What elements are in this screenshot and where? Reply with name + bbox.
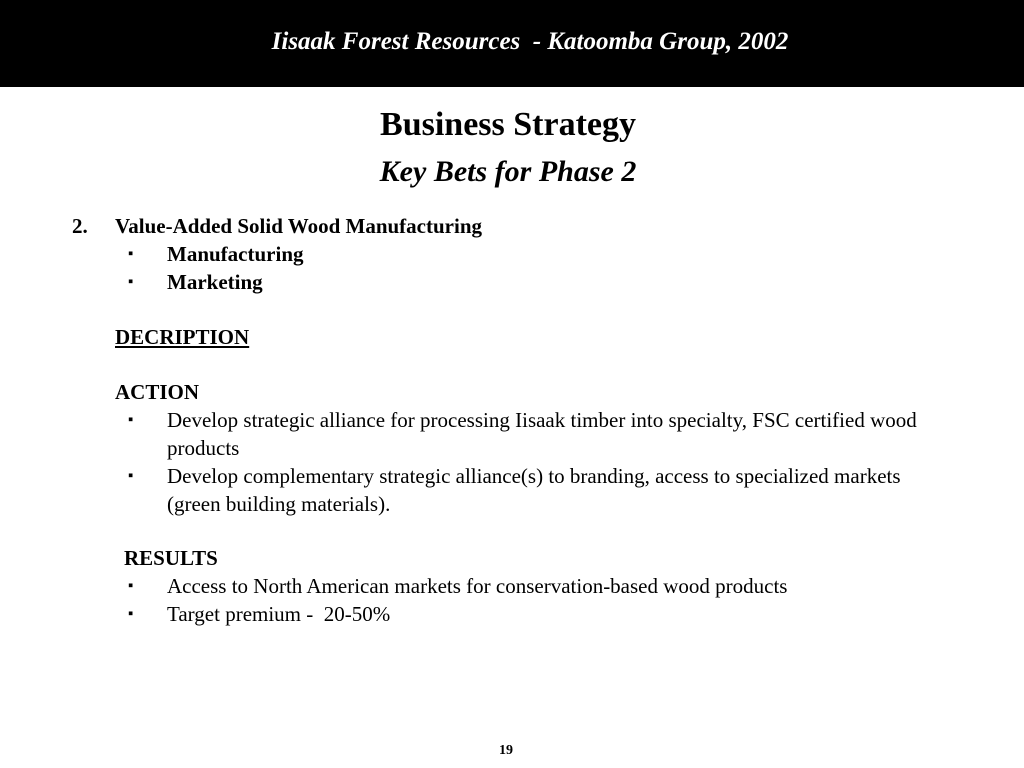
- action-bullet-text: Develop complementary strategic alliance(s) to branding, access to specialized markets (green building materials).: [167, 464, 901, 516]
- item-number: 2.: [72, 214, 88, 238]
- slide-subtitle: Key Bets for Phase 2: [379, 155, 637, 188]
- bullet-icon: ▪: [128, 274, 134, 290]
- bullet-icon: ▪: [128, 412, 134, 428]
- bullet-icon: ▪: [128, 578, 134, 594]
- subitem-label: Marketing: [167, 270, 263, 294]
- subitem-label: Manufacturing: [167, 242, 304, 266]
- results-bullet-text: Target premium - 20-50%: [167, 602, 391, 626]
- results-heading: RESULTS: [124, 546, 218, 570]
- action-heading: ACTION: [115, 380, 200, 404]
- description-heading: DECRIPTION: [115, 325, 250, 349]
- page-number: 19: [499, 743, 513, 758]
- bullet-icon: ▪: [128, 468, 134, 484]
- header-title: Iisaak Forest Resources - Katoomba Group, 2002: [271, 28, 789, 55]
- item-label: Value-Added Solid Wood Manufacturing: [115, 214, 483, 238]
- action-bullet-text: Develop strategic alliance for processing Iisaak timber into specialty, FSC certified wood products: [167, 408, 917, 460]
- results-bullet-text: Access to North American markets for conservation-based wood products: [167, 574, 788, 598]
- header-band: [0, 0, 1024, 87]
- bullet-icon: ▪: [128, 606, 134, 622]
- bullet-icon: ▪: [128, 246, 134, 262]
- slide-title: Business Strategy: [380, 106, 636, 143]
